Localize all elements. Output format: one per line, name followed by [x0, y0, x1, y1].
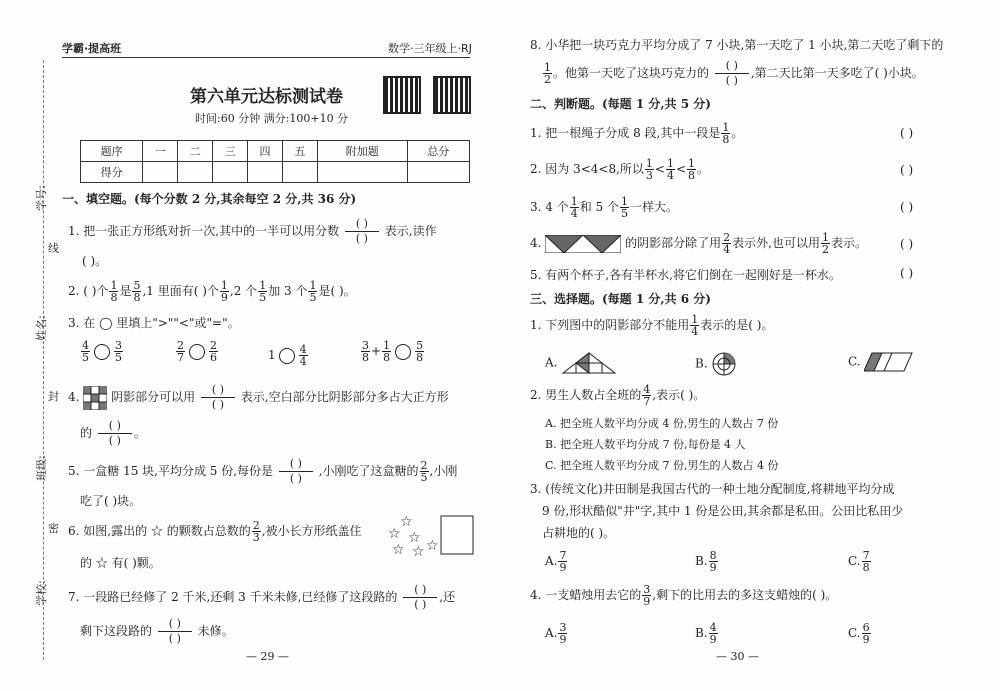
subject-label: 数学·三年级上·RJ: [388, 42, 472, 55]
score-input[interactable]: [143, 162, 178, 183]
score-input[interactable]: [407, 162, 469, 183]
choice-3-line2: 9 份,形状酷似"井"字,其中 1 份是公田,其余都是私田。公田比私田少: [542, 504, 904, 518]
choice-2: 2. 男生人数占全班的 $\frac{4}{7}$ ,表示( )。: [530, 383, 706, 408]
svg-text:☆: ☆: [400, 514, 413, 530]
choice-4-option-b[interactable]: B. $\frac{4}{9}$: [695, 621, 717, 646]
answer-fraction-blank[interactable]: ( ) ( ): [403, 584, 437, 611]
compare-circle[interactable]: [189, 344, 205, 360]
answer-fraction-blank[interactable]: ( ) ( ): [279, 458, 313, 485]
svg-text:☆: ☆: [388, 526, 401, 542]
score-cell: 四: [248, 141, 283, 162]
question-3: 3. 在 ◯ 里填上">""<"或"="。: [68, 316, 240, 330]
score-table: [80, 140, 470, 183]
student-number-label: 学号:: [34, 185, 48, 211]
judge-2: 2. 因为 3<4<8,所以 $\frac{1}{3}$ < $\frac{1}{4}$ < $\frac{1}{8}$ 。: [530, 157, 710, 182]
q1-text-2: 表示,读作: [384, 224, 437, 238]
triangle-figure: [561, 351, 617, 375]
q5-line2: 吃了( )块。: [80, 494, 142, 508]
q3-compare-3: 1 $\frac{4}{4}$: [268, 343, 307, 368]
compare-circle[interactable]: [94, 344, 110, 360]
choice-2-option-b[interactable]: B. 把全班人数平均分成 7 份,每份是 4 人: [545, 438, 746, 451]
time-info: 时间:60 分钟 满分:100+10 分: [195, 112, 349, 125]
answer-fraction-blank[interactable]: ( ) ( ): [201, 384, 235, 411]
question-5: 5. 一盒糖 15 块,平均分成 5 份,每份是 ( ) ( ) ,小刚吃了这盒糖的 $\frac{2}{5}$ ,小刚: [68, 457, 458, 485]
choice-4-option-c[interactable]: C. $\frac{6}{9}$: [848, 621, 870, 646]
section-fill-blank: 一、填空题。(每个分数 2 分,其余每空 2 分,共 36 分): [62, 192, 357, 206]
seal-mark-mi: 密: [48, 522, 59, 535]
choice-2-option-c[interactable]: C. 把全班人数平均分成 7 份,男生的人数占 4 份: [545, 459, 779, 472]
choice-3-option-b[interactable]: B. $\frac{8}{9}$: [695, 549, 717, 574]
score-input[interactable]: [317, 162, 407, 183]
stars-figure: [386, 512, 476, 556]
question-2: 2. ( )个 $\frac{1}{8}$ 是 $\frac{5}{8}$ ,1 里面有( )个 $\frac{1}{9}$ ,2 个 $\frac{1}{5}$ 加 3 个 $\frac{1}{5}$ 是( )。: [68, 279, 356, 304]
q3-compare-2: $\frac{2}{7}$ $\frac{2}{6}$: [177, 339, 217, 364]
score-cell: 一: [143, 141, 178, 162]
q3-compare-1: $\frac{4}{5}$ $\frac{3}{5}$: [82, 339, 122, 364]
qr-code-2[interactable]: [433, 76, 471, 114]
score-input[interactable]: [248, 162, 283, 183]
svg-text:☆: ☆: [412, 544, 425, 556]
qr-code-1[interactable]: [383, 76, 421, 114]
name-label: 姓名:: [34, 315, 48, 341]
choice-2-option-a[interactable]: A. 把全班人数平均分成 4 份,男生的人数占 7 份: [545, 417, 779, 430]
seal-mark-xian: 线: [48, 242, 59, 255]
question-1: [68, 218, 437, 245]
class-label: 班级:: [34, 455, 48, 481]
choice-3-option-a[interactable]: A. $\frac{7}{9}$: [545, 549, 567, 574]
right-page: [500, 0, 1000, 691]
score-cell: 附加题: [317, 141, 407, 162]
choice-1-option-a[interactable]: A.: [545, 351, 617, 375]
school-label: 学校:: [34, 580, 48, 606]
judge-answer-3[interactable]: ( ): [900, 200, 914, 214]
answer-fraction-blank[interactable]: ( ) ( ): [158, 618, 192, 645]
header-rule: [62, 57, 470, 58]
q3-compare-4: $\frac{3}{8}$ + $\frac{1}{8}$ $\frac{5}{8}$: [362, 339, 424, 364]
q1-answer-blank[interactable]: ( )。: [82, 254, 108, 268]
score-input[interactable]: [282, 162, 317, 183]
score-input[interactable]: [178, 162, 213, 183]
judge-answer-1[interactable]: ( ): [900, 126, 914, 140]
judge-answer-4[interactable]: ( ): [900, 237, 914, 251]
parallelogram-figure: [864, 351, 914, 373]
judge-5: 5. 有两个杯子,各有半杯水,将它们倒在一起刚好是一杯水。: [530, 268, 841, 282]
answer-fraction-blank[interactable]: ( ) ( ): [715, 60, 749, 87]
judge-answer-5[interactable]: ( ): [900, 266, 914, 280]
judge-answer-2[interactable]: ( ): [900, 163, 914, 177]
question-7: 7. 一段路已经修了 2 千米,还剩 3 千米未修,已经修了这段路的 ( ) ( ) ,还: [68, 583, 456, 611]
binding-line: [43, 60, 44, 660]
question-4: 4. 阴影部分可以用 ( ) ( ) 表示,空白部分比阴影部分多占大正方形: [68, 383, 449, 411]
score-cell: 总分: [407, 141, 469, 162]
page-title: 第六单元达标测试卷: [190, 87, 343, 107]
q7-line2: 剩下这段路的 ( ) ( ) 未修。: [80, 617, 234, 645]
q4-line2: 的 ( ) ( ) 。: [80, 419, 146, 447]
judge-4: 4. 的阴影部分除了用 $\frac{2}{4}$ 表示外,也可以用 $\frac{1}{2}$ 表示。: [530, 231, 867, 256]
svg-text:☆: ☆: [408, 530, 421, 546]
score-cell: 得分: [81, 162, 143, 183]
svg-text:☆: ☆: [426, 538, 439, 554]
score-cell: 三: [213, 141, 248, 162]
choice-1-option-b[interactable]: B.: [695, 351, 737, 377]
page-number: — 29 —: [246, 650, 289, 663]
score-cell: 题序: [81, 141, 143, 162]
seal-mark-feng: 封: [48, 390, 59, 403]
question-8: 8. 小华把一块巧克力平均分成了 7 小块,第一天吃了 1 小块,第二天吃了剩下的: [530, 38, 944, 52]
choice-1-option-c[interactable]: C.: [848, 351, 914, 373]
triangles-rectangle-figure: [545, 235, 621, 253]
section-judge: 二、判断题。(每题 1 分,共 5 分): [530, 97, 711, 111]
q1-text: 1. 把一张正方形纸对折一次,其中的一半可以用分数: [68, 224, 340, 238]
score-cell: 二: [178, 141, 213, 162]
page-number: — 30 —: [716, 650, 759, 663]
judge-1: 1. 把一根绳子分成 8 段,其中一段是 $\frac{1}{8}$ 。: [530, 121, 744, 146]
judge-3: 3. 4 个 $\frac{1}{4}$ 和 5 个 $\frac{1}{5}$ 一样大。: [530, 195, 678, 220]
svg-text:☆: ☆: [392, 542, 405, 556]
compare-circle[interactable]: [279, 348, 295, 364]
score-cell: 五: [282, 141, 317, 162]
choice-3-line3: 占耕地的( )。: [542, 526, 616, 540]
answer-fraction-blank[interactable]: ( ) ( ): [98, 420, 132, 447]
choice-3-option-c[interactable]: C. $\frac{7}{8}$: [848, 549, 870, 574]
q8-line2: $\frac{1}{2}$ 。他第一天吃了这块巧克力的 ( ) ( ) ,第二天比第一天多吃了( )小块。: [544, 59, 924, 87]
shaded-square-figure: [83, 386, 107, 410]
question-6: 6. 如图,露出的 ☆ 的颗数占总数的 $\frac{2}{3}$ ,被小长方形纸盖住: [68, 519, 362, 544]
brand-label: 学霸·提高班: [62, 42, 122, 55]
section-choice: 三、选择题。(每题 1 分,共 6 分): [530, 292, 711, 306]
choice-3: 3. (传统文化)井田制是我国古代的一种土地分配制度,将耕地平均分成: [530, 482, 895, 496]
compare-circle[interactable]: [395, 344, 411, 360]
q6-line2: 的 ☆ 有( )颗。: [80, 556, 161, 570]
choice-4-option-a[interactable]: A. $\frac{3}{9}$: [545, 621, 567, 646]
answer-fraction-blank[interactable]: ( ) ( ): [345, 218, 379, 245]
choice-1: 1. 下列图中的阴影部分不能用 $\frac{1}{4}$ 表示的是( )。: [530, 313, 774, 338]
circle-figure: [711, 351, 737, 377]
choice-4: 4. 一支蜡烛用去它的 $\frac{3}{9}$ ,剩下的比用去的多这支蜡烛的( )。: [530, 583, 838, 608]
score-input[interactable]: [213, 162, 248, 183]
